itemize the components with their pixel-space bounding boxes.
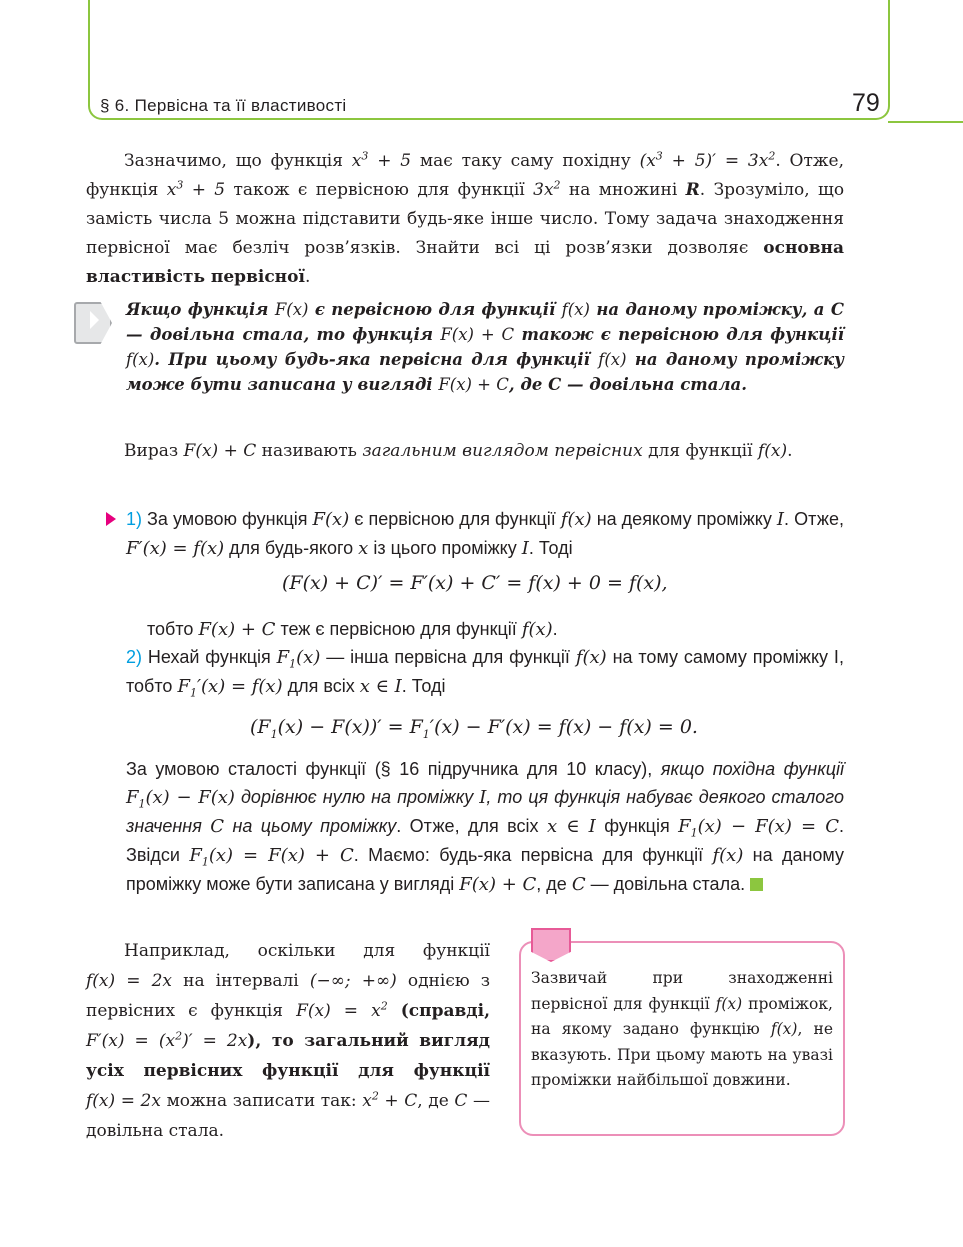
intro-paragraph: Зазначимо, що функція $x^3 + 5$ має таку саму похідну $(x^3 + 5)' = 3x^2$. Отже, функція $x^3 + 5$ також є первісною для функції $3x^2$ на множині R. Зрозуміло, що замість числа 5 можна підставити будь-яке інше число. Тому задача знаходження первісної має безліч розв’язків. Знайти всі ці розв’язки дозволяє основна властивість первісної. (86, 149, 845, 287)
proof-conclusion: За умовою сталості функції (§ 16 підручника для 10 класу), якщо похідна функції $F_1(x) - F(x)$ дорівнює нулю на проміжку I, то ця функція набуває деякого сталого значення C на цьому проміжку. Отже, для всіх x ∈ I функція $F_1(x) - F(x) = C$. Звідси $F_1(x) = F(x) + C$. Маємо: будь-яка первісна для функції f(x) на даному проміжку може бути записана у вигляді F(x) + C, де C — довільна стала. (126, 759, 844, 895)
proof-step-2: 2) Нехай функція $F_1(x)$ — інша первісна для функції f(x) на тому самому проміжку I, тобто $F_1'(x) = f(x)$ для всіх x ∈ I. Тоді (126, 647, 844, 700)
formula-1: (F(x) + C)′ = F′(x) + C′ = f(x) + 0 = f(x), (282, 572, 668, 594)
rule-statement: Якщо функція F(x) є первісною для функції f(x) на даному проміжку, а C — довільна стала, то функція F(x) + C також є первісною для функції f(x). При цьому будь-яка первісна для функції f(x) на даному проміжку може бути записана у вигляді F(x) + C, де C — довільна стала. (126, 300, 844, 394)
proof-step-1-conclusion: тобто F(x) + C теж є первісною для функції f(x). (147, 619, 558, 640)
proof-step-1: 1) За умовою функція F(x) є первісною для функції f(x) на деякому проміжку I. Отже, F′(x) = f(x) для будь-якого x із цього проміжку I. Тоді (126, 509, 844, 559)
end-of-proof-icon (750, 878, 763, 891)
general-form-paragraph: Вираз F(x) + C називають загальним виглядом первісних для функції f(x). (124, 441, 793, 461)
note-text: Зазвичай при знаходженні первісної для функції f(x) проміжок, на якому задано функцію f(x), не вказують. При цьому мають на увазі проміжки найбільшої довжини. (531, 969, 833, 1089)
formula-2: $(F_1(x) - F(x))' = F_1'(x) - F'(x) = f(x) - f(x) = 0$. (250, 716, 698, 741)
proof-marker (106, 512, 116, 526)
page-number: 79 (852, 89, 880, 117)
page-frame-line (888, 121, 963, 123)
rule-arrow-icon (90, 311, 99, 329)
section-title: § 6. Первісна та її властивості (100, 96, 347, 115)
example-paragraph: Наприклад, оскільки для функції f(x) = 2x на інтервалі (−∞; +∞) однією з первісних є функція $F(x) = x^2$ (справді, $F'(x) = (x^2)' = 2x$), то загальний вигляд усіх первісних функції для функції f(x) = 2x можна записати так: $x^2 + C$, де C — довільна стала. (86, 941, 491, 1141)
